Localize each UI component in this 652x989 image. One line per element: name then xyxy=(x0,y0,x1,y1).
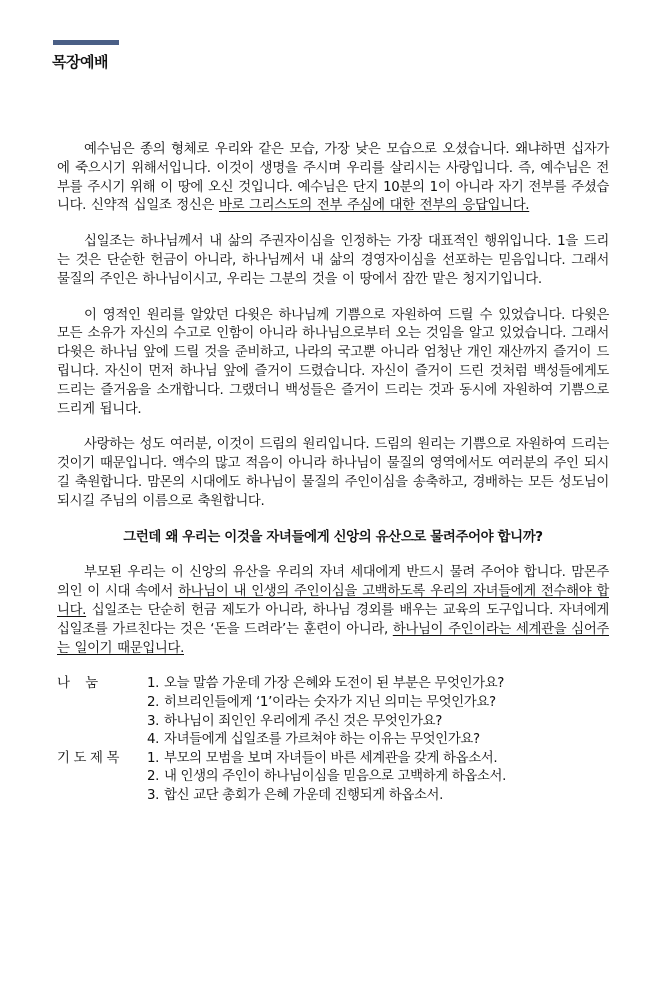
paragraph-1-underlined: 바로 그리스도의 전부 주심에 대한 전부의 응답입니다. xyxy=(218,198,530,214)
sharing-list xyxy=(147,675,504,749)
item-text: 합신 교단 총회가 은혜 가운데 진행되게 하옵소서. xyxy=(164,787,444,803)
item-number: 1. xyxy=(147,750,160,766)
sermon-content xyxy=(57,141,609,805)
paragraph-5 xyxy=(57,564,609,658)
list-item xyxy=(147,787,506,806)
item-number: 3. xyxy=(147,787,160,803)
item-text: 오늘 말씀 가운데 가장 은혜와 도전이 된 부분은 무엇인가요? xyxy=(164,676,505,692)
paragraph-5-text-a: 부모된 우리는 이 신앙의 유산을 우리의 자녀 세대에게 반드시 물려 주어야 합니다. 맘몬주의인 이 시대 속에서 xyxy=(57,565,609,600)
item-text: 자녀들에게 십일조를 가르쳐야 하는 이유는 무엇인가요? xyxy=(164,732,480,748)
header-accent-bar xyxy=(53,40,119,45)
item-number: 3. xyxy=(147,713,160,729)
item-number: 4. xyxy=(147,732,160,748)
item-text: 하나님이 죄인인 우리에게 주신 것은 무엇인가요? xyxy=(164,713,442,729)
list-item xyxy=(147,768,506,787)
item-text: 히브리인들에게 ‘1’이라는 숫자가 지닌 의미는 무엇인가요? xyxy=(164,694,496,710)
paragraph-2: 십일조는 하나님께서 내 삶의 주권자이심을 인정하는 가장 대표적인 행위입니다. 1을 드리는 것은 단순한 헌금이 아니라, 하나님께서 내 삶의 경영자이심을 선포하는 믿음입니다. 그래서 물질의 주인은 하나님이시고, 우리는 그분의 것을 이 땅에서 잠깐 맡은 청지기입니다. xyxy=(57,234,609,287)
section-question: 그런데 왜 우리는 이것을 자녀들에게 신앙의 유산으로 물려주어야 합니까? xyxy=(123,529,543,545)
item-number: 1. xyxy=(147,676,160,692)
prayer-section xyxy=(57,750,609,806)
list-item xyxy=(147,694,504,713)
item-text: 내 인생의 주인이 하나님이심을 믿음으로 고백하게 하옵소서. xyxy=(164,769,506,785)
item-number: 2. xyxy=(147,769,160,785)
sharing-label: 나 눔 xyxy=(57,676,98,692)
paragraph-5-text-b: 십일조는 단순히 헌금 제도가 아니라, 하나님 경외를 배우는 교육의 도구입니다. 자녀에게 십일조를 가르친다는 것은 ‘돈을 드려라’는 훈련이 아니라, xyxy=(57,602,609,637)
item-number: 2. xyxy=(147,694,160,710)
page-title: 목장예배 xyxy=(52,53,108,71)
list-item xyxy=(147,675,504,694)
paragraph-4: 사랑하는 성도 여러분, 이것이 드림의 원리입니다. 드림의 원리는 기쁨으로 자원하여 드리는 것이기 때문입니다. 액수의 많고 적음이 아니라 하나님이 물질의 영역에서도 여러분의 주인 되시길 축원합니다. 맘몬의 시대에도 하나님이 물질의 주인이심을 송축하고, 경배하는 모든 성도님이 되시길 주님의 이름으로 축원합니다. xyxy=(57,437,609,509)
paragraph-1 xyxy=(57,141,609,216)
list-item xyxy=(147,750,506,769)
paragraph-1-text: 예수님은 종의 형체로 우리와 같은 모습, 가장 낮은 모습으로 오셨습니다. 왜냐하면 십자가에 죽으시기 위해서입니다. 이것이 생명을 주시며 우리를 살리시는 사랑입니다. 즉, 예수님은 전부를 주시기 위해 이 땅에 오신 것입니다. 예수님은 단지 10분의 1이 아니라 자기 전부를 주셨습니다. 신약적 십일조 정신은 xyxy=(57,142,609,214)
prayer-label: 기 도 제 목 xyxy=(57,750,120,766)
paragraph-5-underlined-1: 하나님이 내 인생의 주인이심을 고백하도록 우리의 자녀들에게 전수해야 합니다. xyxy=(57,584,609,618)
prayer-list xyxy=(147,750,506,806)
item-text: 부모의 모범을 보며 자녀들이 바른 세계관을 갖게 하옵소서. xyxy=(164,750,498,766)
paragraph-3: 이 영적인 원리를 알았던 다윗은 하나님께 기쁨으로 자원하여 드릴 수 있었습니다. 다윗은 모든 소유가 자신의 수고로 인함이 아니라 하나님으로부터 오는 것임을 알고 있었습니다. 그래서 다윗은 하나님 앞에 드릴 것을 준비하고, 나라의 국고뿐 아니라 엄청난 개인 재산까지 즐거이 드립니다. 자신이 먼저 하나님 앞에 즐거이 드렸습니다. 자신이 즐거이 드린 것처럼 백성들에게도 드리는 즐거움을 소개합니다. 그랬더니 백성들은 즐거이 드리는 것과 동시에 자원하여 기쁨으로 드리게 됩니다. xyxy=(57,307,609,417)
sharing-section xyxy=(57,675,609,749)
list-item xyxy=(147,731,504,750)
paragraph-5-underlined-2: 하나님이 주인이라는 세계관을 심어주는 일이기 때문입니다. xyxy=(57,621,609,656)
list-item xyxy=(147,713,504,732)
